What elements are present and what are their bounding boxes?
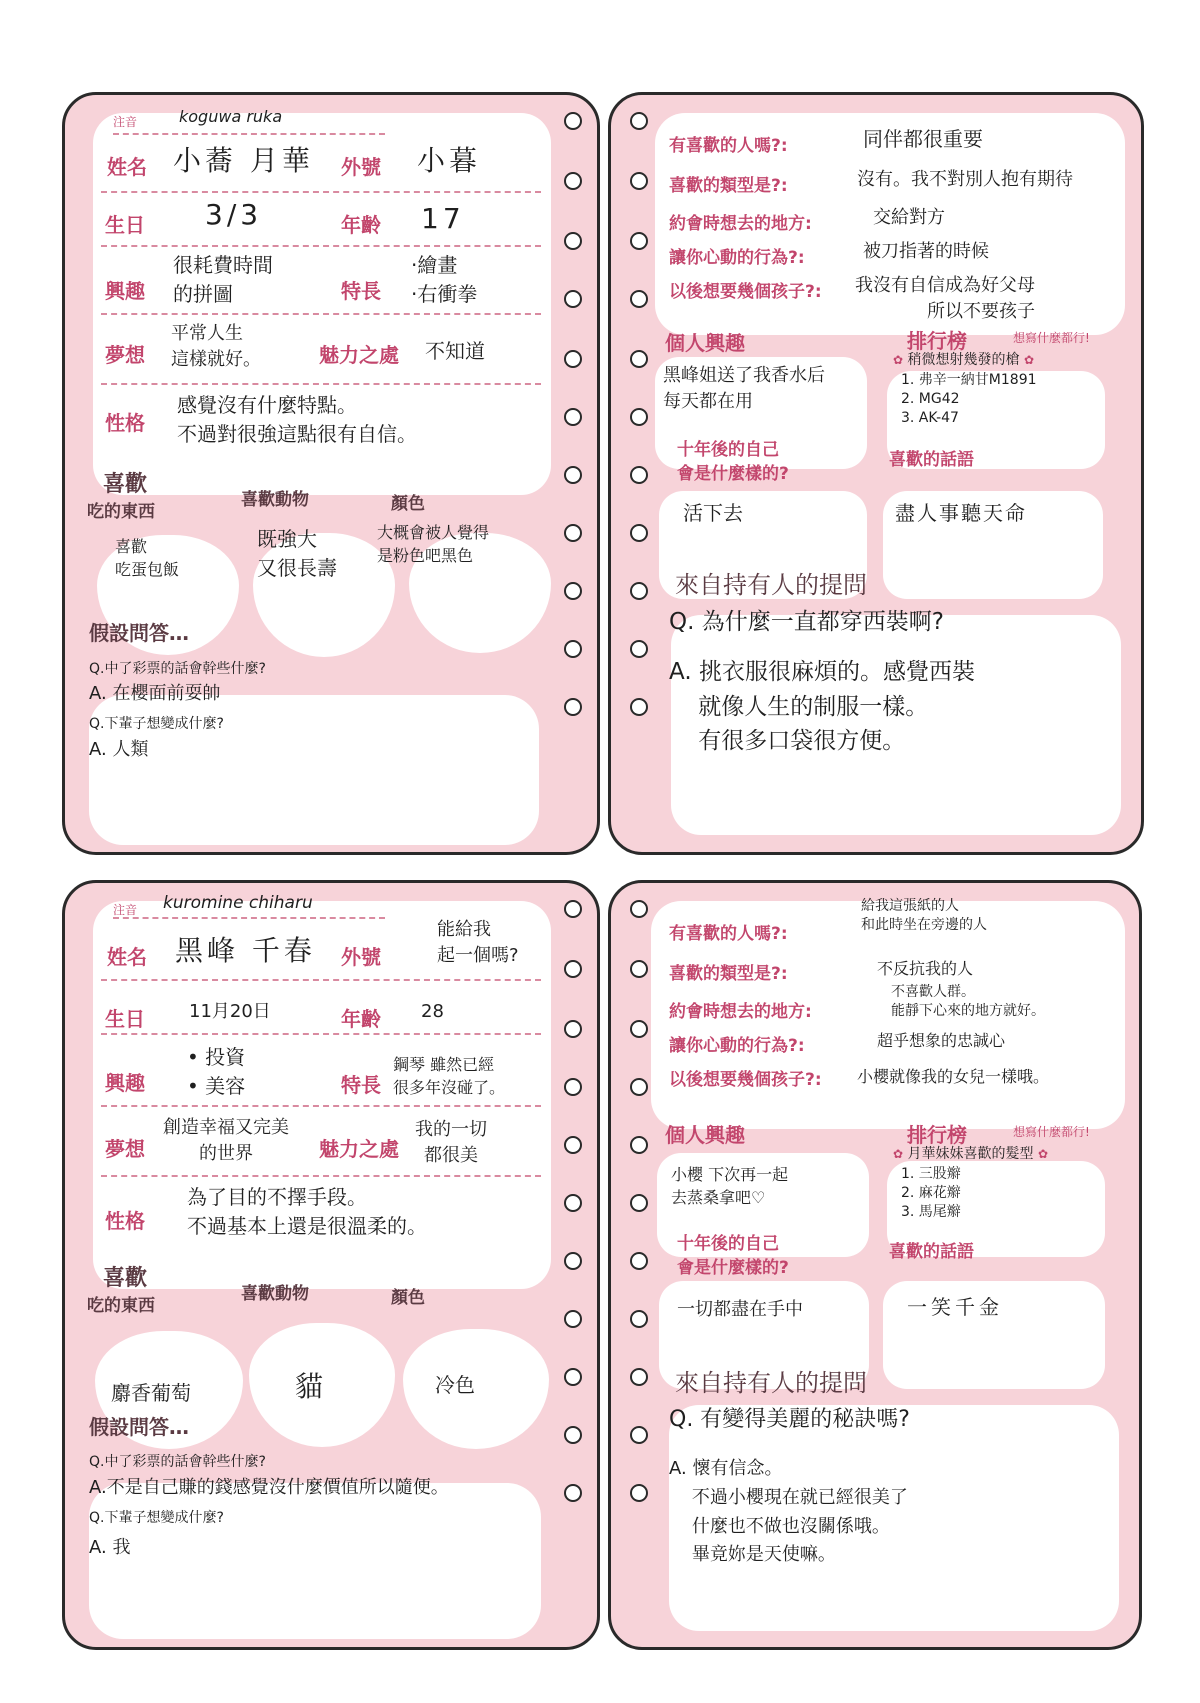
ranking-note: 想寫什麼都行! [1013,1125,1090,1139]
personal-value: 小櫻 下次再一起 去蒸桑拿吧♡ [671,1165,789,1208]
name-reading: koguwa ruka [179,107,283,126]
ranking-label: 排行榜 [907,1123,967,1147]
ranking-item: 3. 馬尾辮 [901,1203,961,1220]
binder-ring [564,1078,582,1096]
ranking-note: 想寫什麼都行! [1013,331,1090,345]
binder-ring [630,466,648,484]
personality-value: 為了目的不擇手段。 不過基本上還是很溫柔的。 [187,1185,427,1238]
binder-ring [630,1484,648,1502]
birthday-value: 3/3 [205,198,263,231]
ranking-item: 3. AK-47 [901,409,959,426]
type-question: 喜歡的類型是?: [669,176,788,196]
binder-ring [630,350,648,368]
owner-question-title: 來自持有人的提問 [675,1369,867,1397]
motto-label: 喜歡的話語 [889,1242,974,1262]
profile-page-left-1 [62,92,600,855]
ranking-list [901,371,1037,428]
food-label: 吃的東西 [87,1296,155,1316]
skill-value: 鋼琴 雖然已經 很多年沒碰了。 [393,1055,506,1098]
hypo-question-1: Q.中了彩票的話會幹些什麼? [89,1454,266,1470]
crush-answer: 同伴都很重要 [863,127,983,151]
binder-ring [564,524,582,542]
hobby-label: 興趣 [105,1071,145,1095]
type-question: 喜歡的類型是?: [669,964,788,984]
binder-ring [564,1426,582,1444]
owner-question: Q. 為什麼一直都穿西裝啊? [669,609,944,635]
binder-ring [630,640,648,658]
nickname-label: 外號 [341,945,381,969]
skill-label: 特長 [341,1073,381,1097]
binder-ring [564,408,582,426]
binder-ring [630,1020,648,1038]
kids-answer: 小櫻就像我的女兒一樣哦。 [857,1067,1050,1086]
color-value: 大概會被人覺得 是粉色吧黑色 [377,523,490,566]
binder-ring [564,1194,582,1212]
binder-ring [564,172,582,190]
charm-value: 我的一切 都很美 [415,1119,487,1167]
binder-ring [564,1020,582,1038]
nickname-value: 小暮 [417,144,482,177]
animal-value: 貓 [295,1370,328,1403]
binder-ring [630,1194,648,1212]
binder-ring [564,466,582,484]
crush-answer: 給我這張紙的人 和此時坐在旁邊的人 [861,898,987,933]
date-answer: 交給對方 [873,207,945,228]
future-label: 十年後的自己 會是什麼樣的? [677,440,789,484]
profile-page-right-1 [608,92,1144,855]
profile-page-left-2 [62,880,600,1650]
ranking-title-text: 稍微想射幾發的槍 [907,352,1020,368]
binder-ring [630,1368,648,1386]
animal-label: 喜歡動物 [241,490,309,510]
date-question: 約會時想去的地方: [669,214,812,234]
hypothetical-label: 假設問答… [89,621,189,645]
binder-ring [564,698,582,716]
age-label: 年齡 [341,213,381,237]
binder-ring [630,1310,648,1328]
charm-label: 魅力之處 [319,1137,399,1161]
hobby-item: • 美容 [187,1074,246,1098]
color-label: 顏色 [391,1288,425,1308]
name-reading: kuromine chiharu [163,893,313,913]
hobby-list [187,1043,245,1101]
heart-answer: 被刀指著的時候 [863,241,989,262]
ranking-title-text: 月華妹妹喜歡的髮型 [907,1146,1034,1162]
binder-ring [630,232,648,250]
hobby-label: 興趣 [105,279,145,303]
binder-ring [630,290,648,308]
skill-label: 特長 [341,279,381,303]
binder-ring [564,350,582,368]
binder-ring [630,698,648,716]
personality-label: 性格 [105,411,145,435]
likes-label: 喜歡 [103,1266,148,1291]
binder-ring [564,1310,582,1328]
binder-ring [630,1136,648,1154]
crush-question: 有喜歡的人嗎?: [669,924,788,944]
binder-ring [564,1252,582,1270]
food-value: 麝香葡萄 [111,1381,191,1405]
binder-ring [630,1426,648,1444]
skill-item: ·繪畫 [411,253,458,277]
binder-ring [564,232,582,250]
binder-ring [564,582,582,600]
owner-question: Q. 有變得美麗的秘訣嗎? [669,1407,910,1432]
owner-question-title: 來自持有人的提問 [675,571,867,599]
future-value: 活下去 [683,501,743,525]
binder-ring [564,1484,582,1502]
kids-answer: 我沒有自信成為好父母 所以不要孩子 [855,275,1035,323]
kids-question: 以後想要幾個孩子?: [669,282,822,302]
likes-label: 喜歡 [103,472,148,497]
name-value: 黑峰 千春 [175,934,316,967]
birthday-label: 生日 [105,1007,145,1031]
type-answer: 沒有。我不對別人抱有期待 [857,169,1073,190]
binder-ring [564,1136,582,1154]
reading-label: 注音 [113,903,138,917]
nickname-label: 外號 [341,155,381,179]
kids-question: 以後想要幾個孩子?: [669,1070,822,1090]
name-label: 姓名 [107,945,147,969]
future-value: 一切都盡在手中 [677,1299,803,1320]
hobby-value: 很耗費時間 的拼圖 [173,253,273,306]
age-value: 17 [421,202,465,235]
binder-ring [564,640,582,658]
ranking-item: 1. 三股辮 [901,1166,961,1182]
dream-label: 夢想 [105,343,145,367]
binder-ring [630,524,648,542]
hypo-answer-1: A. 在櫻面前耍帥 [89,683,221,704]
food-value: 喜歡 吃蛋包飯 [115,537,180,580]
binder-ring [564,900,582,918]
profile-page-right-2 [608,880,1142,1650]
birthday-value: 11月20日 [189,1001,271,1022]
nickname-value: 能給我 起一個嗎? [437,919,519,967]
hypo-question-2: Q.下輩子想變成什麼? [89,716,224,732]
age-value: 28 [421,1001,444,1022]
reading-label: 注音 [113,115,138,129]
binder-ring [630,960,648,978]
binder-ring [564,112,582,130]
hypo-answer-1: A.不是自己賺的錢感覺沒什麼價值所以隨便。 [89,1477,449,1498]
heart-color [403,1329,549,1449]
ranking-list [901,1165,961,1222]
charm-value: 不知道 [425,339,485,363]
personality-value: 感覺沒有什麼特點。 不過對很強這點很有自信。 [177,393,417,446]
charm-label: 魅力之處 [319,343,399,367]
motto-value: 盡人事聽天命 [895,501,1027,525]
hypo-answer-2: A. 人類 [89,739,149,760]
age-label: 年齡 [341,1007,381,1031]
dream-label: 夢想 [105,1137,145,1161]
heart-question: 讓你心動的行為?: [669,248,805,268]
binder-ring [564,290,582,308]
ranking-label: 排行榜 [907,329,967,353]
binder-ring [564,1368,582,1386]
animal-value: 既強大 又很長壽 [257,527,337,580]
color-label: 顏色 [391,494,425,514]
dream-value: 平常人生 這樣就好。 [171,323,261,371]
heart-answer: 超乎想象的忠誠心 [877,1031,1006,1050]
personal-value: 黑峰姐送了我香水后 每天都在用 [663,365,825,413]
owner-answer: A. 挑衣服很麻煩的。感覺西裝 就像人生的制服一樣。 有很多口袋很方便。 [669,659,975,754]
birthday-label: 生日 [105,213,145,237]
ranking-title: ✿ 月華妹妹喜歡的髮型 ✿ [893,1146,1049,1162]
binder-ring [630,1252,648,1270]
future-label: 十年後的自己 會是什麼樣的? [677,1234,789,1278]
hobby-item: • 投資 [187,1045,246,1069]
binder-ring [630,408,648,426]
ranking-title: ✿ 稍微想射幾發的槍 ✿ [893,352,1035,368]
name-value: 小蕎 月華 [173,144,314,177]
hypothetical-card [89,1483,541,1639]
personality-label: 性格 [105,1209,145,1233]
food-label: 吃的東西 [87,502,155,522]
owner-answer: A. 懷有信念。 不過小櫻現在就已經很美了 什麼也不做也沒關係哦。 畢竟妳是天使嘛。 [669,1458,908,1566]
crush-question: 有喜歡的人嗎?: [669,136,788,156]
personal-label: 個人興趣 [665,331,745,355]
personal-label: 個人興趣 [665,1123,745,1147]
binder-ring [630,900,648,918]
hypo-question-2: Q.下輩子想變成什麼? [89,1510,224,1526]
binder-ring [630,172,648,190]
heart-question: 讓你心動的行為?: [669,1036,805,1056]
color-value: 冷色 [435,1373,475,1397]
binder-ring [630,582,648,600]
binder-ring [564,960,582,978]
date-question: 約會時想去的地方: [669,1002,812,1022]
animal-label: 喜歡動物 [241,1284,309,1304]
hypothetical-label: 假設問答… [89,1415,189,1439]
motto-label: 喜歡的話語 [889,450,974,470]
ranking-item: 1. 弗辛一納甘M1891 [901,372,1037,388]
type-answer: 不反抗我的人 [877,959,974,978]
dream-value: 創造幸福又完美 的世界 [163,1117,289,1165]
binder-ring [630,1078,648,1096]
ranking-item: 2. MG42 [901,390,960,407]
skill-list [411,251,477,309]
skill-item: ·右衝拳 [411,282,478,306]
binder-ring [630,112,648,130]
name-label: 姓名 [107,155,147,179]
ranking-item: 2. 麻花辮 [901,1184,961,1201]
date-answer: 不喜歡人群。 能靜下心來的地方就好。 [891,984,1045,1019]
hypo-answer-2: A. 我 [89,1537,131,1558]
hypo-question-1: Q.中了彩票的話會幹些什麼? [89,661,266,677]
motto-value: 一笑千金 [907,1295,1003,1319]
